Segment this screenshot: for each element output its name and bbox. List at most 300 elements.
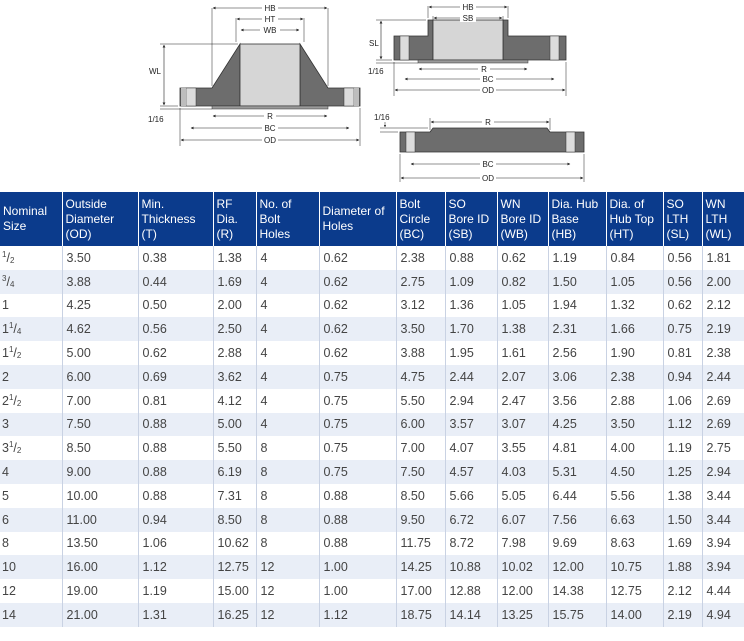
- table-cell: 1.12: [138, 555, 213, 579]
- table-cell: 3.88: [62, 270, 138, 294]
- table-cell: 15.00: [213, 579, 256, 603]
- blind-flange-drawing: [374, 113, 584, 183]
- table-cell: 7.50: [396, 460, 445, 484]
- table-cell: 0.69: [138, 365, 213, 389]
- table-cell: 2.44: [445, 365, 497, 389]
- label-wl: WL: [149, 67, 161, 76]
- table-cell: 14.38: [548, 579, 606, 603]
- size-whole: 5: [2, 488, 9, 503]
- table-cell: 1.00: [319, 579, 396, 603]
- label-so-bc: BC: [482, 75, 494, 84]
- table-cell: 0.82: [497, 270, 548, 294]
- table-cell: 9.50: [396, 508, 445, 532]
- size-whole: 1: [2, 298, 9, 313]
- table-cell: 8: [256, 436, 319, 460]
- table-cell: 0.88: [138, 484, 213, 508]
- column-header: [138, 192, 213, 246]
- table-cell: 12: [256, 555, 319, 579]
- table-cell: 4: [256, 365, 319, 389]
- nominal-size-cell: $^1/_2$: [0, 246, 62, 270]
- size-denominator: 4: [9, 279, 15, 289]
- table-cell: 6.63: [606, 508, 663, 532]
- table-row: [0, 460, 744, 484]
- column-header: [0, 192, 62, 246]
- table-cell: 1.81: [702, 246, 744, 270]
- table-cell: 0.62: [138, 341, 213, 365]
- table-cell: 13.25: [497, 603, 548, 627]
- table-cell: 10.62: [213, 532, 256, 556]
- table-cell: 11.00: [62, 508, 138, 532]
- column-header-line: Dia. of: [609, 196, 645, 211]
- size-numerator: 1: [2, 249, 7, 259]
- table-cell: 7.31: [213, 484, 256, 508]
- column-header: [213, 192, 256, 246]
- column-header-line: SO: [448, 196, 466, 211]
- label-sixteenth: 1/16: [148, 115, 164, 124]
- table-cell: 1.38: [663, 484, 702, 508]
- label-blind-bc: BC: [482, 160, 494, 169]
- table-cell: 1.66: [606, 317, 663, 341]
- table-cell: 3.44: [702, 508, 744, 532]
- table-cell: 1.50: [548, 270, 606, 294]
- table-cell: 4.00: [606, 436, 663, 460]
- table-cell: 10.02: [497, 555, 548, 579]
- slip-on-flange-drawing: [368, 3, 566, 96]
- table-cell: 2.56: [548, 341, 606, 365]
- table-cell: 0.56: [663, 246, 702, 270]
- table-cell: 12.75: [606, 579, 663, 603]
- table-cell: 0.84: [606, 246, 663, 270]
- table-cell: 3.55: [497, 436, 548, 460]
- column-header-line: Diameter of: [322, 204, 385, 218]
- table-cell: 5.66: [445, 484, 497, 508]
- table-cell: 5.56: [606, 484, 663, 508]
- column-header-line: Bolt: [399, 196, 421, 211]
- table-cell: 4.62: [62, 317, 138, 341]
- column-header-line: (OD): [65, 226, 92, 241]
- column-header-line: (T): [141, 226, 157, 241]
- table-cell: 1.70: [445, 317, 497, 341]
- table-cell: 2.88: [606, 389, 663, 413]
- nominal-size-cell: [0, 555, 62, 579]
- table-cell: 8: [256, 532, 319, 556]
- table-cell: 1.19: [548, 246, 606, 270]
- table-cell: 1.25: [663, 460, 702, 484]
- table-cell: 5.05: [497, 484, 548, 508]
- column-header-line: (SB): [448, 226, 473, 241]
- column-header-line: LTH: [666, 211, 689, 226]
- table-cell: 2.50: [213, 317, 256, 341]
- table-cell: 1.00: [319, 555, 396, 579]
- column-header-line: SO: [666, 196, 684, 211]
- label-blind-od: OD: [482, 174, 494, 183]
- table-cell: 6.00: [396, 413, 445, 437]
- table-cell: 1.06: [663, 389, 702, 413]
- label-so-sixteenth: 1/16: [368, 67, 384, 76]
- table-row: [0, 246, 744, 270]
- table-cell: 18.75: [396, 603, 445, 627]
- table-row: [0, 436, 744, 460]
- table-cell: 4: [256, 341, 319, 365]
- column-header-line: Nominal: [3, 204, 48, 218]
- nominal-size-cell: [0, 484, 62, 508]
- label-so-r: R: [481, 65, 487, 74]
- label-hb: HB: [264, 4, 276, 13]
- table-cell: 0.88: [445, 246, 497, 270]
- column-header-line: Dia. Hub: [551, 196, 599, 211]
- table-cell: 7.50: [62, 413, 138, 437]
- table-cell: 2.38: [702, 341, 744, 365]
- table-cell: 4: [256, 413, 319, 437]
- table-cell: 2.07: [497, 365, 548, 389]
- table-cell: 0.88: [138, 436, 213, 460]
- label-so-od: OD: [482, 86, 494, 95]
- table-cell: 19.00: [62, 579, 138, 603]
- nominal-size-cell: [0, 460, 62, 484]
- table-cell: 3.44: [702, 484, 744, 508]
- column-header-line: (R): [216, 226, 234, 241]
- table-cell: 1.38: [497, 317, 548, 341]
- column-header-line: (BC): [399, 226, 425, 241]
- column-header-line: Bore ID: [500, 211, 542, 226]
- size-denominator: 2: [16, 398, 22, 408]
- table-cell: 0.62: [663, 294, 702, 318]
- column-header-line: Bore ID: [448, 211, 490, 226]
- column-header-line: (WL): [705, 226, 732, 241]
- table-cell: 10.88: [445, 555, 497, 579]
- table-cell: 3.57: [445, 413, 497, 437]
- table-cell: 4: [256, 270, 319, 294]
- table-cell: 3.50: [606, 413, 663, 437]
- nominal-size-cell: [0, 603, 62, 627]
- table-cell: 13.50: [62, 532, 138, 556]
- table-cell: 3.56: [548, 389, 606, 413]
- table-row: [0, 365, 744, 389]
- size-numerator: 1: [8, 392, 14, 402]
- nominal-size-cell: $3^1/_2$: [0, 436, 62, 460]
- table-cell: 6.44: [548, 484, 606, 508]
- table-cell: 2.12: [702, 294, 744, 318]
- table-cell: 0.44: [138, 270, 213, 294]
- table-cell: 4.07: [445, 436, 497, 460]
- column-header-line: RF: [216, 196, 233, 211]
- table-cell: 2.38: [396, 246, 445, 270]
- size-whole: 2: [2, 393, 9, 408]
- column-header-line: (HB): [551, 226, 577, 241]
- table-cell: 12.00: [497, 579, 548, 603]
- column-header: [319, 192, 396, 246]
- table-row: [0, 317, 744, 341]
- table-cell: 0.94: [663, 365, 702, 389]
- table-cell: 1.09: [445, 270, 497, 294]
- table-cell: 7.00: [62, 389, 138, 413]
- table-cell: 3.94: [702, 532, 744, 556]
- table-cell: 4.75: [396, 365, 445, 389]
- table-cell: 1.69: [663, 532, 702, 556]
- table-cell: 0.62: [319, 294, 396, 318]
- label-blind-r: R: [485, 118, 491, 127]
- table-cell: 0.81: [138, 389, 213, 413]
- table-cell: 0.75: [319, 460, 396, 484]
- table-cell: 8.63: [606, 532, 663, 556]
- table-cell: 2.38: [606, 365, 663, 389]
- table-cell: 2.94: [702, 460, 744, 484]
- table-cell: 2.94: [445, 389, 497, 413]
- table-cell: 6.19: [213, 460, 256, 484]
- table-cell: 0.75: [319, 413, 396, 437]
- column-header: [497, 192, 548, 246]
- table-cell: 2.00: [702, 270, 744, 294]
- table-cell: 6.07: [497, 508, 548, 532]
- table-row: [0, 579, 744, 603]
- table-cell: 1.12: [319, 603, 396, 627]
- table-cell: 3.07: [497, 413, 548, 437]
- table-cell: 0.62: [497, 246, 548, 270]
- size-whole: 1: [2, 322, 9, 337]
- table-cell: 14.14: [445, 603, 497, 627]
- table-cell: 4: [256, 246, 319, 270]
- column-header-line: Holes: [259, 226, 291, 241]
- table-row: [0, 270, 744, 294]
- table-cell: 0.75: [319, 365, 396, 389]
- table-cell: 1.36: [445, 294, 497, 318]
- table-cell: 21.00: [62, 603, 138, 627]
- table-cell: 9.00: [62, 460, 138, 484]
- table-cell: 1.38: [213, 246, 256, 270]
- nominal-size-cell: [0, 413, 62, 437]
- table-cell: 0.81: [663, 341, 702, 365]
- table-cell: 2.12: [663, 579, 702, 603]
- table-cell: 0.56: [138, 317, 213, 341]
- size-whole: 6: [2, 512, 9, 527]
- size-whole: 8: [2, 536, 9, 551]
- table-cell: 4.44: [702, 579, 744, 603]
- table-cell: 6.00: [62, 365, 138, 389]
- table-cell: 12: [256, 603, 319, 627]
- table-cell: 7.56: [548, 508, 606, 532]
- table-row: [0, 389, 744, 413]
- table-cell: 8: [256, 460, 319, 484]
- table-cell: 2.00: [213, 294, 256, 318]
- table-body: [0, 246, 744, 627]
- table-cell: 1.90: [606, 341, 663, 365]
- column-header-line: Circle: [399, 211, 431, 226]
- table-cell: 4.25: [62, 294, 138, 318]
- table-cell: 3.94: [702, 555, 744, 579]
- table-cell: 0.62: [319, 270, 396, 294]
- label-blind-sixteenth: 1/16: [374, 113, 390, 122]
- table-cell: 14.00: [606, 603, 663, 627]
- table-cell: 0.56: [663, 270, 702, 294]
- table-cell: 1.12: [663, 413, 702, 437]
- table-cell: 1.88: [663, 555, 702, 579]
- table-cell: 2.31: [548, 317, 606, 341]
- size-denominator: 2: [9, 255, 15, 265]
- table-cell: 1.32: [606, 294, 663, 318]
- table-row: [0, 508, 744, 532]
- column-header-line: WN: [500, 196, 521, 211]
- table-cell: 2.69: [702, 413, 744, 437]
- column-header: [256, 192, 319, 246]
- flange-diagrams: [0, 0, 744, 192]
- nominal-size-cell: $2^1/_2$: [0, 389, 62, 413]
- table-cell: 10.75: [606, 555, 663, 579]
- column-header-line: (WB): [500, 226, 528, 241]
- table-cell: 12.75: [213, 555, 256, 579]
- table-cell: 2.75: [702, 436, 744, 460]
- label-sb: SB: [462, 14, 474, 23]
- table-cell: 1.05: [606, 270, 663, 294]
- nominal-size-cell: $1^1/_4$: [0, 317, 62, 341]
- table-cell: 0.62: [319, 317, 396, 341]
- table-cell: 2.44: [702, 365, 744, 389]
- column-header-line: Base: [551, 211, 579, 226]
- label-od: OD: [264, 136, 276, 145]
- column-header-line: Holes: [322, 219, 354, 233]
- table-cell: 4: [256, 317, 319, 341]
- table-cell: 5.50: [213, 436, 256, 460]
- table-cell: 0.75: [663, 317, 702, 341]
- label-so-hb: HB: [462, 3, 474, 12]
- column-header: [663, 192, 702, 246]
- size-denominator: 2: [16, 446, 22, 456]
- nominal-size-cell: [0, 508, 62, 532]
- table-cell: 2.19: [702, 317, 744, 341]
- table-cell: 4.57: [445, 460, 497, 484]
- table-row: [0, 294, 744, 318]
- table-header-row: [0, 192, 744, 246]
- table-cell: 5.00: [213, 413, 256, 437]
- nominal-size-cell: [0, 365, 62, 389]
- table-row: [0, 603, 744, 627]
- table-cell: 3.12: [396, 294, 445, 318]
- size-whole: 3: [2, 417, 9, 432]
- table-row: [0, 413, 744, 437]
- table-row: [0, 484, 744, 508]
- table-cell: 0.62: [319, 246, 396, 270]
- label-sl: SL: [369, 39, 379, 48]
- label-bc: BC: [264, 124, 276, 133]
- table-row: [0, 341, 744, 365]
- table-cell: 14.25: [396, 555, 445, 579]
- weld-neck-flange-drawing: [148, 4, 360, 146]
- column-header-line: (HT): [609, 226, 634, 241]
- table-cell: 0.88: [138, 413, 213, 437]
- size-whole: 10: [2, 560, 16, 575]
- nominal-size-cell: [0, 532, 62, 556]
- table-cell: 5.50: [396, 389, 445, 413]
- table-cell: 1.69: [213, 270, 256, 294]
- table-cell: 0.94: [138, 508, 213, 532]
- table-cell: 8.72: [445, 532, 497, 556]
- table-cell: 1.19: [663, 436, 702, 460]
- table-cell: 3.88: [396, 341, 445, 365]
- table-cell: 3.50: [396, 317, 445, 341]
- size-numerator: 1: [8, 345, 14, 355]
- column-header: [606, 192, 663, 246]
- label-r: R: [267, 112, 273, 121]
- size-numerator: 1: [8, 440, 14, 450]
- table-cell: 0.88: [319, 484, 396, 508]
- size-whole: 14: [2, 607, 16, 622]
- table-cell: 1.05: [497, 294, 548, 318]
- table-cell: 0.88: [319, 532, 396, 556]
- column-header-line: Hub Top: [609, 211, 654, 226]
- nominal-size-cell: $1^1/_2$: [0, 341, 62, 365]
- table-cell: 1.06: [138, 532, 213, 556]
- table-cell: 7.98: [497, 532, 548, 556]
- column-header-line: Dia.: [216, 211, 238, 226]
- column-header-line: No. of: [259, 196, 292, 211]
- table-cell: 2.69: [702, 389, 744, 413]
- table-cell: 8: [256, 508, 319, 532]
- table-cell: 1.50: [663, 508, 702, 532]
- table-cell: 7.00: [396, 436, 445, 460]
- table-cell: 4.12: [213, 389, 256, 413]
- table-cell: 12.00: [548, 555, 606, 579]
- table-cell: 8.50: [396, 484, 445, 508]
- table-cell: 0.88: [319, 508, 396, 532]
- column-header-line: (SL): [666, 226, 690, 241]
- table-cell: 4.94: [702, 603, 744, 627]
- table-cell: 6.72: [445, 508, 497, 532]
- table-cell: 12.88: [445, 579, 497, 603]
- table-cell: 0.38: [138, 246, 213, 270]
- column-header: [445, 192, 497, 246]
- table-cell: 4: [256, 389, 319, 413]
- flange-dimensions-table: [0, 192, 744, 627]
- table-cell: 1.31: [138, 603, 213, 627]
- column-header: [702, 192, 744, 246]
- column-header-line: Bolt: [259, 211, 281, 226]
- table-cell: 1.19: [138, 579, 213, 603]
- size-whole: 2: [2, 369, 9, 384]
- table-cell: 2.88: [213, 341, 256, 365]
- size-whole: 12: [2, 584, 16, 599]
- column-header: [548, 192, 606, 246]
- table-cell: 12: [256, 579, 319, 603]
- size-whole: 3: [2, 441, 9, 456]
- table-cell: 4: [256, 294, 319, 318]
- column-header-line: Thickness: [141, 211, 196, 226]
- table-cell: 4.81: [548, 436, 606, 460]
- nominal-size-cell: [0, 294, 62, 318]
- table-row: [0, 555, 744, 579]
- column-header-line: WN: [705, 196, 726, 211]
- table-cell: 4.03: [497, 460, 548, 484]
- table-cell: 16.00: [62, 555, 138, 579]
- table-cell: 16.25: [213, 603, 256, 627]
- column-header-line: Min.: [141, 196, 165, 211]
- table-cell: 8.50: [213, 508, 256, 532]
- column-header-line: Diameter: [65, 211, 115, 226]
- table-cell: 10.00: [62, 484, 138, 508]
- table-cell: 0.75: [319, 389, 396, 413]
- table-cell: 0.75: [319, 436, 396, 460]
- table-cell: 0.88: [138, 460, 213, 484]
- table-cell: 2.47: [497, 389, 548, 413]
- column-header-line: Size: [3, 219, 27, 233]
- table-cell: 0.50: [138, 294, 213, 318]
- table-cell: 17.00: [396, 579, 445, 603]
- size-whole: 4: [2, 465, 9, 480]
- nominal-size-cell: [0, 579, 62, 603]
- table-cell: 3.06: [548, 365, 606, 389]
- label-ht: HT: [264, 15, 276, 24]
- table-cell: 1.61: [497, 341, 548, 365]
- table-cell: 9.69: [548, 532, 606, 556]
- size-numerator: 1: [8, 321, 14, 331]
